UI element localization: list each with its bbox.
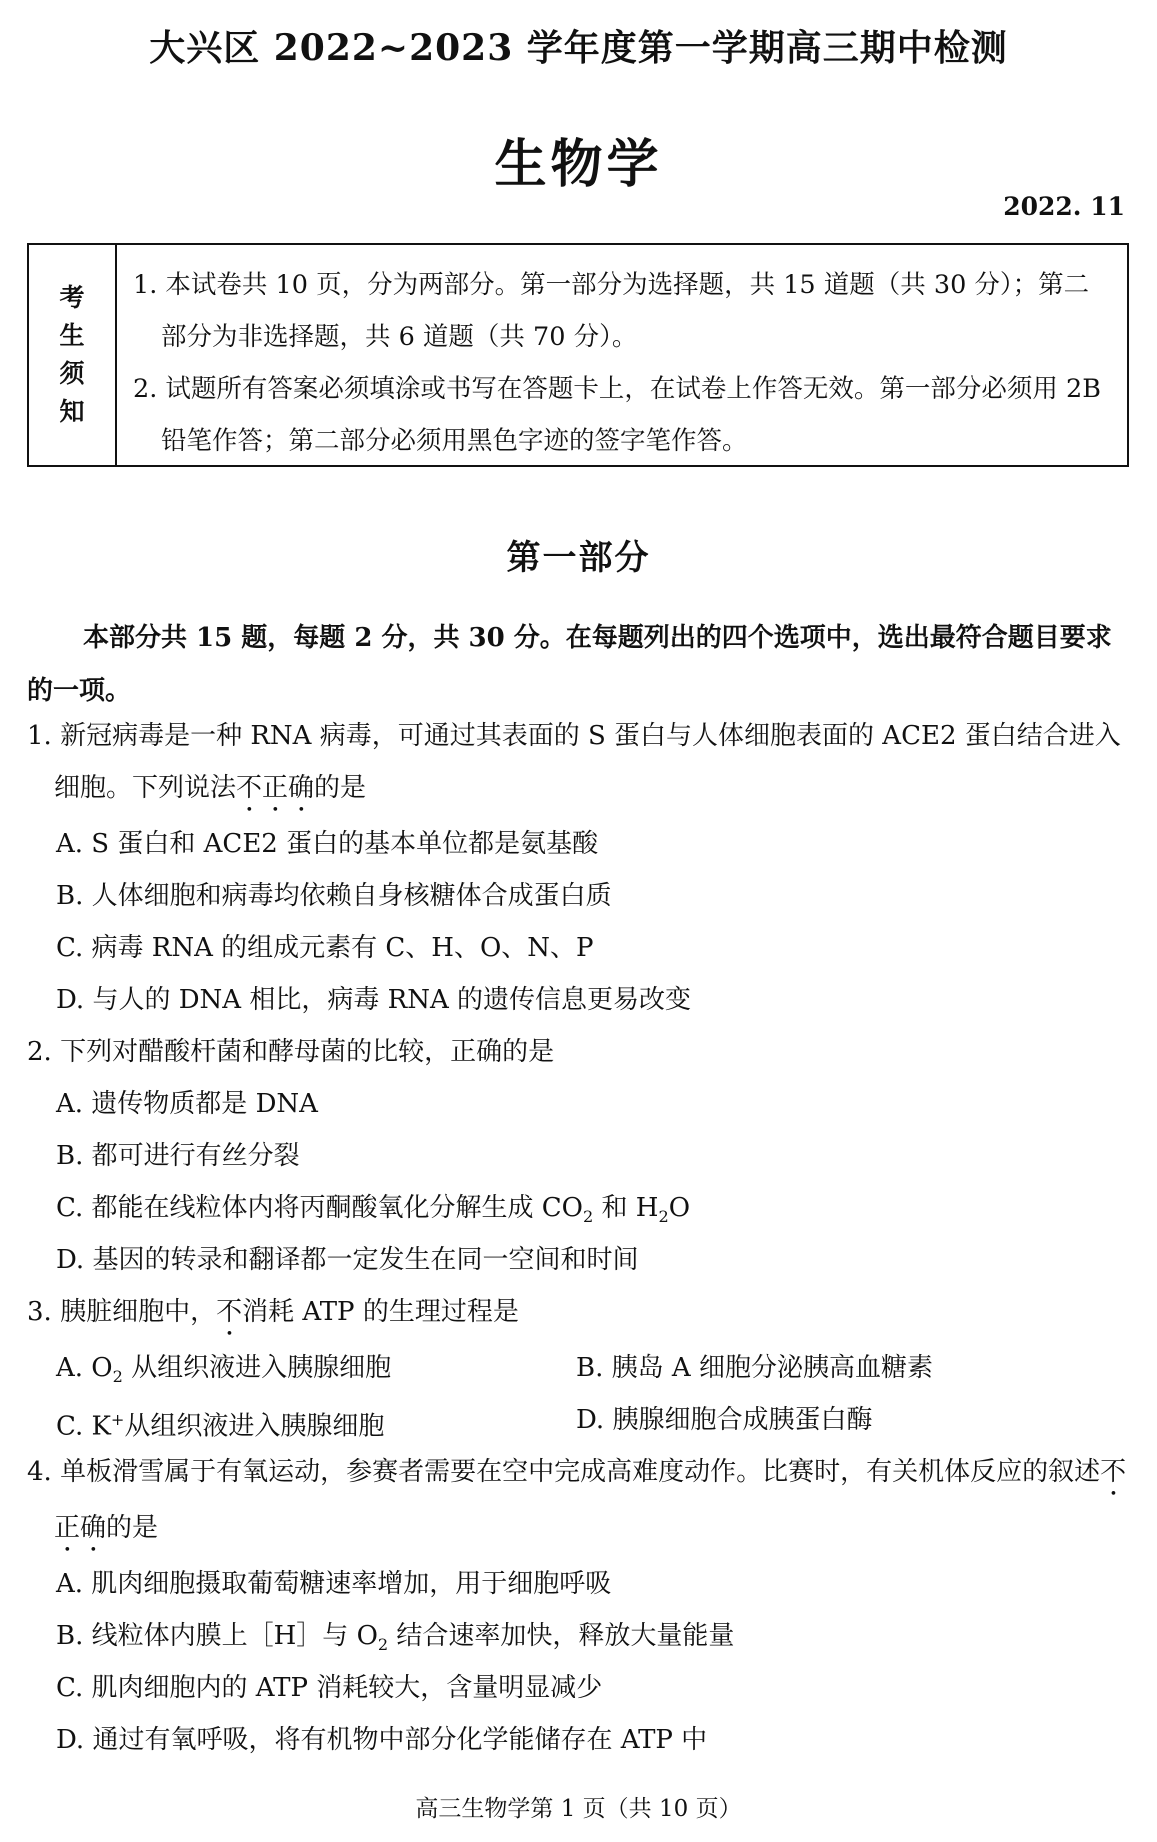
notice-label-char: 生 bbox=[59, 321, 85, 350]
question-stem bbox=[27, 1286, 1132, 1342]
option-c: C. 肌肉细胞内的 ATP 消耗较大，含量明显减少 bbox=[56, 1673, 603, 1703]
option-b bbox=[27, 1610, 1132, 1662]
option-c bbox=[27, 1394, 576, 1446]
option-text: 从组织液进入胰腺细胞 bbox=[124, 1411, 385, 1442]
subscript: 2 bbox=[112, 1367, 123, 1387]
stem-text: 4. 单板滑雪属于有氧运动，参赛者需要在空中完成高难度动作。比赛时，有关机体反应的叙述 bbox=[27, 1457, 1101, 1487]
option-row bbox=[27, 1394, 1132, 1446]
stem-text: 1. 新冠病毒是一种 RNA 病毒，可通过其表面的 S 蛋白与人体细胞表面的 ACE2 蛋白结合进入细胞。下列说法 bbox=[27, 721, 1121, 803]
subscript: 2 bbox=[582, 1207, 594, 1227]
option-text: C. K bbox=[56, 1411, 111, 1442]
option-c: C. 病毒 RNA 的组成元素有 C、H、O、N、P bbox=[56, 933, 594, 963]
option-row bbox=[27, 1342, 1132, 1394]
stem-text: 消耗 ATP 的生理过程是 bbox=[242, 1297, 519, 1327]
question-stem bbox=[27, 710, 1132, 818]
stem-text: 3. 胰脏细胞中， bbox=[27, 1297, 217, 1327]
notice-item: 1. 本试卷共 10 页，分为两部分。第一部分为选择题，共 15 道题（共 30 分）；第二部分为非选择题，共 6 道题（共 70 分）。 bbox=[133, 270, 1090, 352]
option-text: C. 都能在线粒体内将丙酮酸氧化分解生成 CO bbox=[56, 1193, 583, 1223]
option-b: B. 人体细胞和病毒均依赖自身核糖体合成蛋白质 bbox=[56, 881, 612, 911]
emphasis-text: 不正确 bbox=[54, 1457, 1127, 1543]
stem-text: 的是 bbox=[106, 1513, 159, 1543]
notice-label bbox=[29, 245, 117, 465]
subscript: 2 bbox=[658, 1207, 669, 1227]
notice-label-char: 知 bbox=[59, 397, 85, 426]
part-intro: 本部分共 15 题，每题 2 分，共 30 分。在每题列出的四个选项中，选出最符合题目要求的一项。 bbox=[27, 623, 1112, 706]
subject-title: 生物学 bbox=[494, 134, 663, 195]
option-text: B. 线粒体内膜上［H］与 O bbox=[56, 1621, 378, 1651]
notice-body bbox=[117, 245, 1127, 465]
exam-title: 大兴区 2022~2023 学年度第一学期高三期中检测 bbox=[149, 27, 1008, 69]
option-d: D. 胰腺细胞合成胰蛋白酶 bbox=[576, 1405, 873, 1435]
option-text: 从组织液进入胰腺细胞 bbox=[122, 1353, 392, 1383]
question-3 bbox=[27, 1286, 1132, 1446]
emphasis-text: 不正确 bbox=[236, 773, 315, 803]
exam-date: 2022. 11 bbox=[1003, 192, 1125, 221]
candidate-notice-box bbox=[27, 243, 1129, 467]
notice-item: 2. 试题所有答案必须填涂或书写在答题卡上，在试卷上作答无效。第一部分必须用 2B 铅笔作答；第二部分必须用黑色字迹的签字笔作答。 bbox=[133, 374, 1102, 456]
option-d: D. 与人的 DNA 相比，病毒 RNA 的遗传信息更易改变 bbox=[56, 985, 691, 1015]
superscript: + bbox=[110, 1410, 125, 1429]
question-list bbox=[27, 710, 1132, 1766]
option-b: B. 都可进行有丝分裂 bbox=[56, 1141, 300, 1171]
stem-text: 的是 bbox=[314, 773, 367, 803]
question-4 bbox=[27, 1446, 1132, 1766]
question-2 bbox=[27, 1026, 1132, 1286]
option-a bbox=[27, 1342, 576, 1394]
question-1 bbox=[27, 710, 1132, 1026]
option-d: D. 通过有氧呼吸，将有机物中部分化学能储存在 ATP 中 bbox=[56, 1725, 708, 1755]
part-title: 第一部分 bbox=[506, 538, 651, 578]
question-stem bbox=[27, 1446, 1132, 1558]
option-c bbox=[27, 1182, 1132, 1234]
option-a: A. 肌肉细胞摄取葡萄糖速率增加，用于细胞呼吸 bbox=[56, 1569, 612, 1599]
emphasis-text: 不 bbox=[216, 1297, 243, 1327]
option-text: O bbox=[668, 1193, 691, 1223]
option-a: A. 遗传物质都是 DNA bbox=[56, 1089, 318, 1119]
subscript: 2 bbox=[377, 1635, 389, 1655]
option-d: D. 基因的转录和翻译都一定发生在同一空间和时间 bbox=[56, 1245, 639, 1275]
option-b: B. 胰岛 A 细胞分泌胰高血糖素 bbox=[576, 1353, 933, 1383]
option-text: A. O bbox=[56, 1353, 113, 1383]
notice-label-char: 须 bbox=[59, 359, 85, 388]
page-footer: 高三生物学第 1 页（共 10 页） bbox=[415, 1796, 742, 1822]
option-a: A. S 蛋白和 ACE2 蛋白的基本单位都是氨基酸 bbox=[56, 829, 599, 859]
option-text: 结合速率加快，释放大量能量 bbox=[388, 1621, 735, 1651]
question-stem: 2. 下列对醋酸杆菌和酵母菌的比较，正确的是 bbox=[27, 1037, 555, 1067]
option-text: 和 H bbox=[593, 1193, 659, 1223]
notice-label-char: 考 bbox=[59, 283, 85, 312]
